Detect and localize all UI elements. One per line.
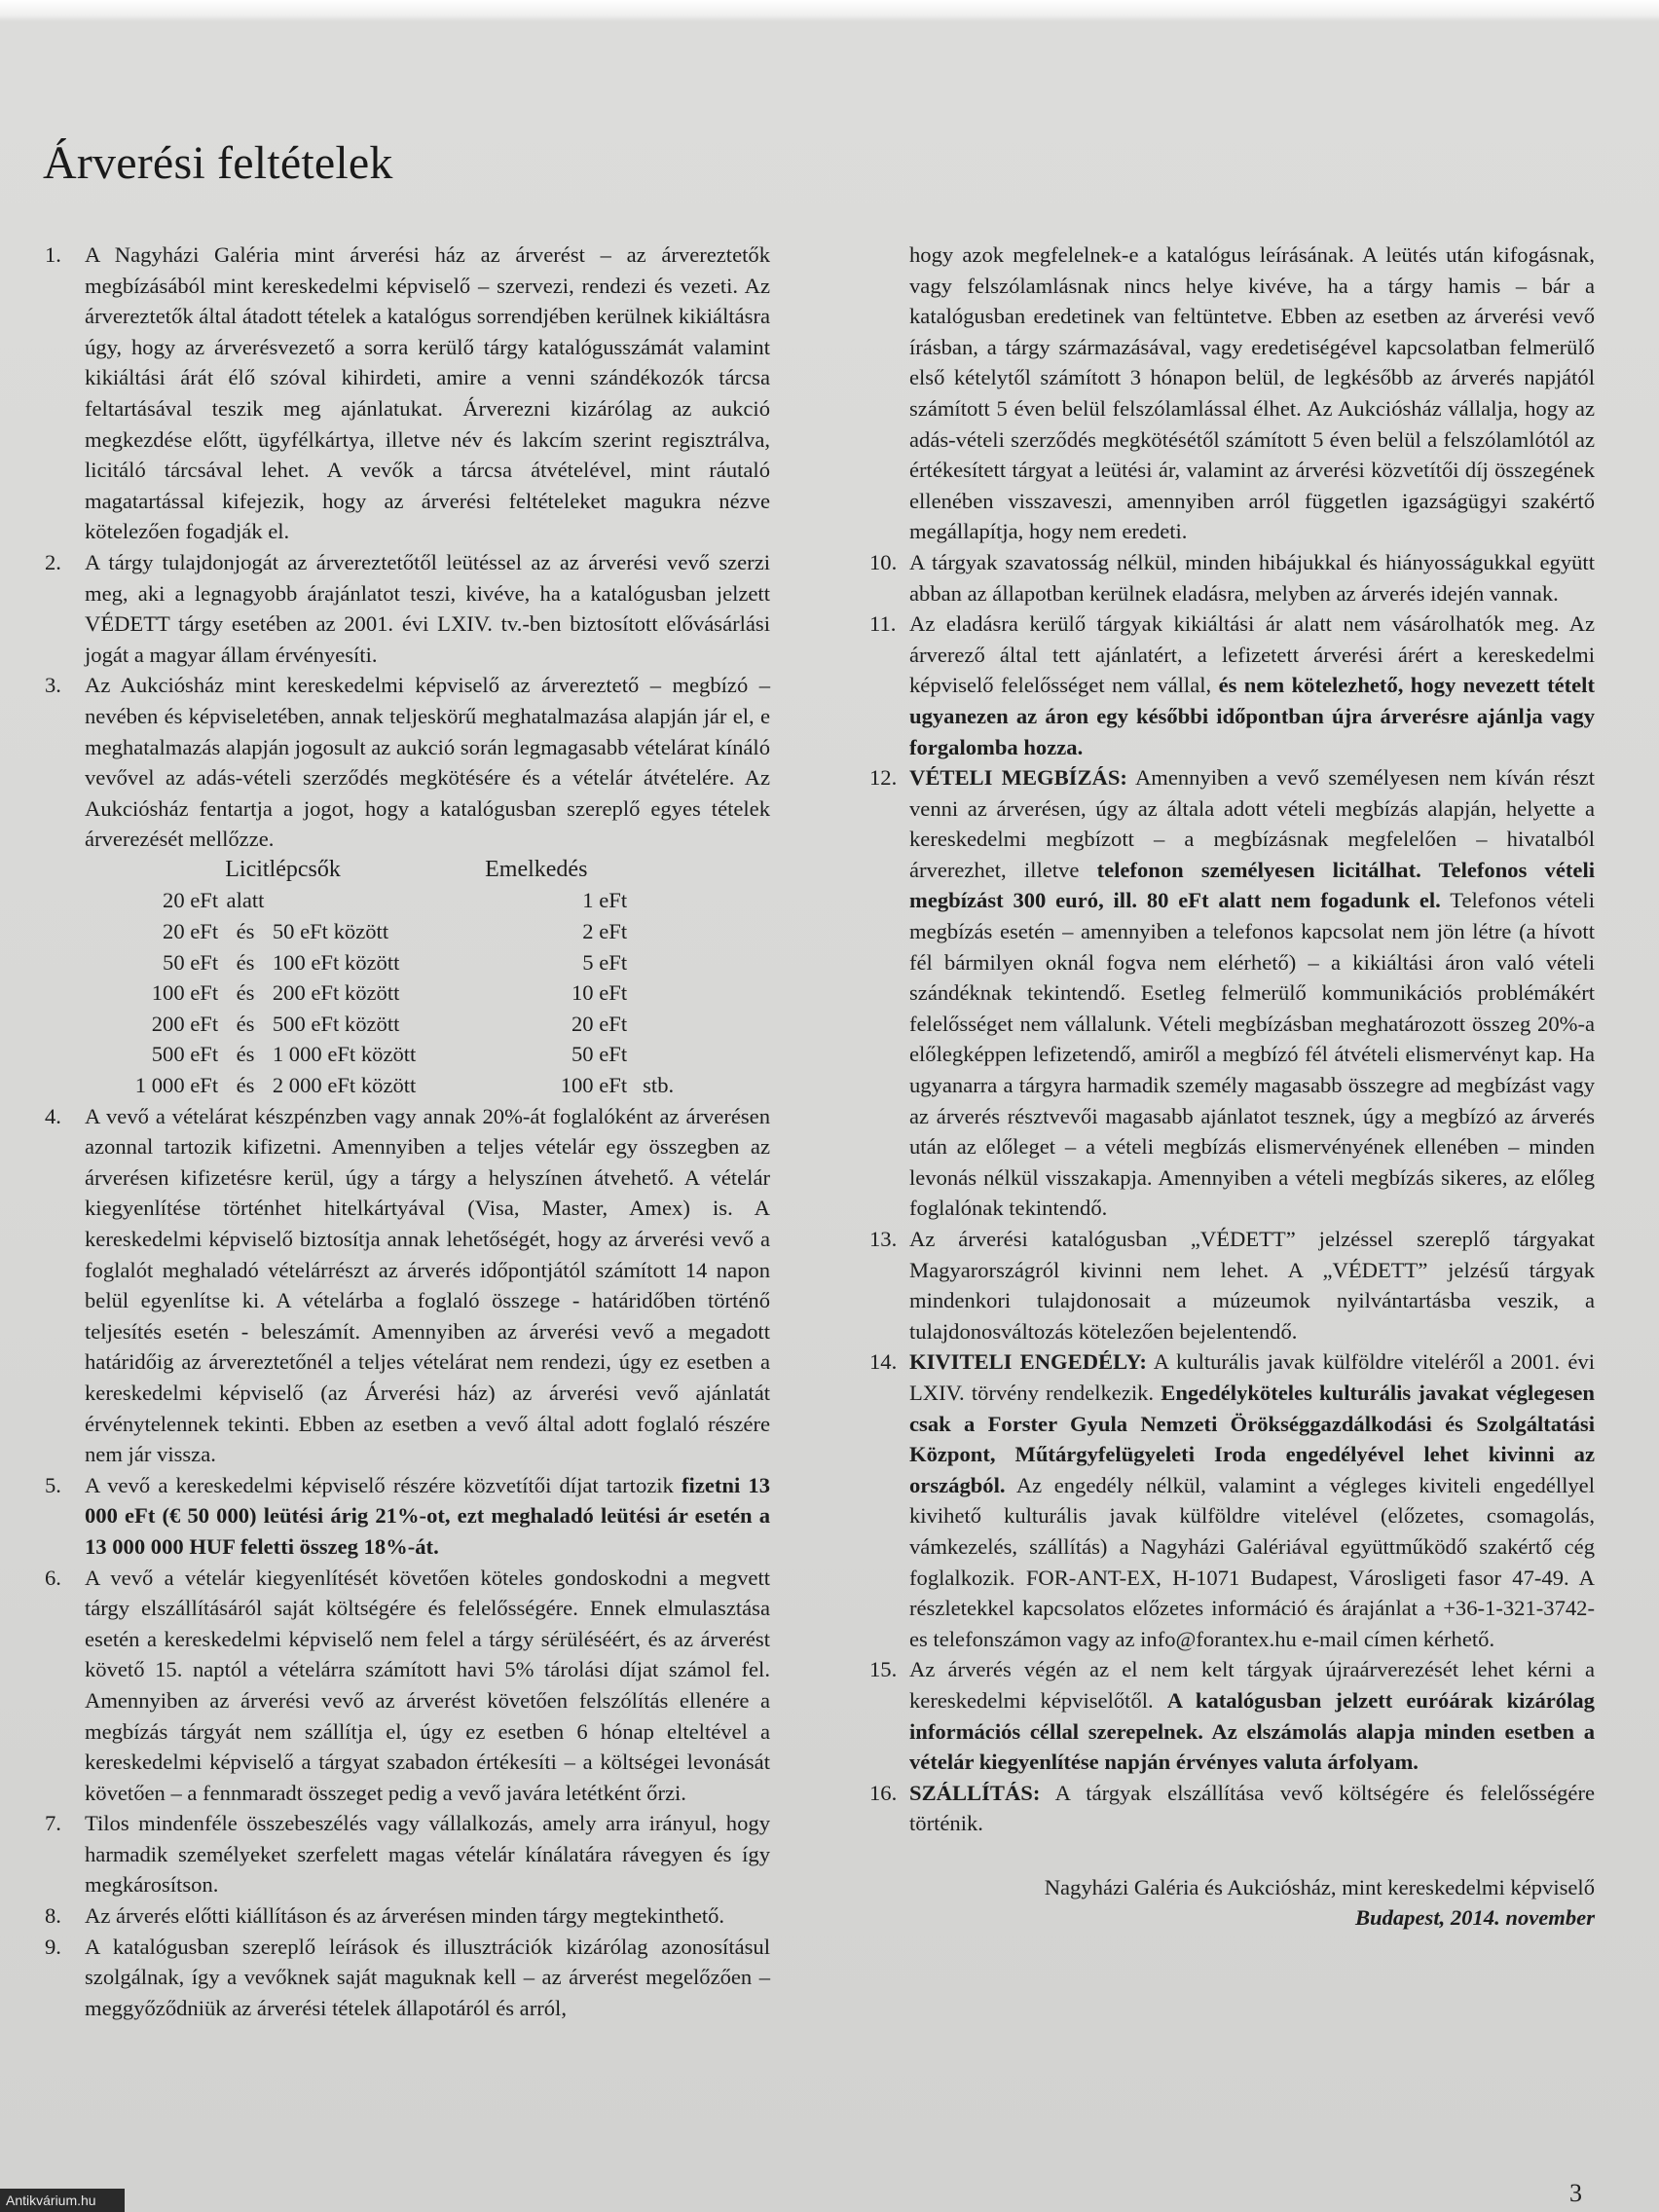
term-text: [909, 1778, 1595, 1839]
term-item: [45, 1900, 770, 1932]
term-text-bold: KIVITELI ENGEDÉLY:: [909, 1349, 1147, 1375]
bid-extra: [627, 1009, 727, 1040]
term-text: [909, 547, 1595, 608]
term-text: [85, 1900, 770, 1932]
bid-table-row: [85, 916, 727, 947]
term-item: [869, 762, 1595, 1224]
bid-between: között: [344, 980, 400, 1006]
term-text: [909, 1346, 1595, 1654]
term-item: [869, 547, 1595, 608]
bid-increment-table: [85, 855, 727, 1101]
bid-to: [273, 977, 481, 1009]
bid-connector: és: [236, 1073, 255, 1098]
bid-from: 50 eFt: [163, 949, 219, 975]
bid-from: 20 eFt: [163, 888, 219, 913]
bid-step: 1 eFt: [582, 888, 628, 913]
bid-extra: [627, 947, 727, 978]
term-text: [85, 1563, 770, 1809]
bid-extra: [627, 977, 727, 1009]
term-text: [85, 547, 770, 670]
bid-step: 100 eFt: [560, 1073, 628, 1098]
bid-between: között: [360, 1073, 417, 1098]
term-number: 6.: [45, 1565, 61, 1590]
term-text-segment: A vevő a kereskedelmi képviselő részére közvetítői díjat tartozik: [85, 1472, 682, 1497]
bid-connector: alatt: [226, 888, 265, 913]
term-number: 16.: [869, 1780, 898, 1805]
bid-connector: és: [236, 1011, 255, 1036]
bid-table-header: [85, 855, 727, 886]
term-number: 12.: [869, 765, 898, 791]
term-number: 2.: [45, 549, 61, 574]
bid-extra: [627, 916, 727, 947]
bid-to-value: 50 eFt: [272, 919, 328, 944]
term-text-bold: SZÁLLÍTÁS:: [909, 1780, 1041, 1805]
bid-table-row: [85, 1009, 727, 1040]
term-text: [909, 1224, 1595, 1346]
watermark-logo: Antikvárium.hu: [0, 2189, 125, 2212]
bid-table-row: [85, 977, 727, 1009]
bid-step: 50 eFt: [571, 1042, 628, 1067]
term-text-segment: Telefonos vételi megbízás esetén – amennyiben a telefonos kapcsolat nem jön létre (a hívott fél bármilyen oknál fogva nem elérhető) – a kikiáltási áron való vételi szándéknak tekintendő. Esetleg felmerülő kommunikációs problémákért felelősséget nem vállalunk. Vételi megbízásban meghatározott összeg 20%-a előlegképpen lefizetendő, amiről a megbízó fél átvételi elismervényt kap. Ha ugyanarra a tárgyra harmadik személy magasabb összegre ad megbízást vagy az árverés résztvevői magasabb ajánlatot tesznek, úgy a megbízó az árverés után az előleget – a vételi megbízás elismervényének ellenében – minden levonás nélkül visszakapja. Amennyiben a vételi megbízás sikeres, az előleg foglalónak tekintendő.: [909, 888, 1595, 1221]
bid-to: [273, 1009, 481, 1040]
term-text-bold: fizetni 13 000 eFt (€ 50 000) leütési árig 21%-ot, ezt meghaladó leütési ár esetén a 13 000 000 HUF feletti összeg 18%-át.: [85, 1472, 770, 1559]
bid-to-value: 100 eFt: [272, 949, 340, 975]
bid-step: 10 eFt: [571, 980, 628, 1006]
term-text-segment: A Nagyházi Galéria mint árverési ház az árverést – az árvereztetők megbízásából mint kereskedelmi képviselő – szervezi, rendezi és vezeti. Az árvereztetők által átadott tételek a katalógus sorrendjében kerülnek kikiáltásra úgy, hogy az árverésvezető a sorra kerülő tárgy katalógusszámát valamint kikiáltási árát élő szóval kihirdeti, amire a venni szándékozók tárcsa feltartásával teszik meg ajánlatukat. Árverezni kizárólag az aukció megkezdése előtt, ügyfélkártya, illetve név és lakcím szerint regisztrálva, licitáló tárcsával lehet. A vevők a tárcsa átvételével, mint ráutaló magatartással kifejezik, hogy az árverési feltételeket magukra nézve kötelezően fogadják el.: [85, 242, 770, 544]
term-number: 10.: [869, 549, 898, 574]
term-text-segment: Az árverés előtti kiállításon és az árverésen minden tárgy megtekinthető.: [85, 1903, 725, 1929]
bid-to-value: 2 000 eFt: [272, 1073, 356, 1098]
term-text: [85, 670, 770, 855]
bid-to-value: 1 000 eFt: [272, 1042, 356, 1067]
term-text-segment: A tárgyak szavatosság nélkül, minden hibájukkal és hiányosságukkal együtt abban az állapotban kerülnek eladásra, melyben az árverés idején vannak.: [909, 549, 1595, 606]
term-number: 4.: [45, 1103, 61, 1128]
term-item: [45, 240, 770, 547]
term-number: 8.: [45, 1903, 61, 1929]
bid-from: 500 eFt: [151, 1042, 219, 1067]
bid-connector: és: [236, 919, 255, 944]
term-item: [45, 1470, 770, 1563]
term-text-bold: és nem kötelezhető, hogy nevezett tételt ugyanezen az áron egy későbbi időpontban újra árverésre ajánlja vagy forgalomba hozza.: [909, 673, 1595, 759]
bid-extra: [627, 1039, 727, 1070]
bid-table-row: [85, 885, 727, 916]
bid-extra: stb.: [643, 1073, 675, 1098]
bid-to: [273, 916, 481, 947]
bid-between: között: [344, 949, 400, 975]
signature-block: [869, 1872, 1595, 1934]
term-item: [45, 547, 770, 670]
term-text: [85, 1808, 770, 1900]
term-item: [45, 1563, 770, 1809]
bid-connector: és: [236, 949, 255, 975]
bid-connector: és: [236, 1042, 255, 1067]
term-item: [869, 1778, 1595, 1839]
term-item: [869, 1346, 1595, 1654]
term-text-bold: Engedélyköteles kulturális javakat véglegesen csak a Forster Gyula Nemzeti Örökséggazdálkodási és Szolgáltatási Központ, Műtárgyfelügyeleti Iroda engedélyével lehet kivinni az országból.: [909, 1380, 1596, 1497]
term-text-segment: Az Aukciósház mint kereskedelmi képviselő az árvereztető – megbízó – nevében és képviseletében, annak teljeskörű meghatalmazása alapján jár el, e meghatalmazás alapján jogosult az aukció során legmagasabb vételárat kínáló vevővel az adás-vételi szerződés megkötésére és a vételár átvételére. Az Aukciósház fentartja a jogot, hogy a katalógusban szereplő egyes tételek árverezését mellőzze.: [85, 673, 770, 852]
bid-extra: [627, 885, 727, 916]
left-column: [45, 240, 770, 2023]
term-text-segment: A tárgy tulajdonjogát az árvereztetőtől leütéssel az az árverési vevő szerzi meg, aki a legnagyobb árajánlatot teszi, kivéve, ha a katalógusban jelzett VÉDETT tárgy esetében az 2001. évi LXIV. tv.-ben biztosított elővásárlási jogát a magyar állam érvényesíti.: [85, 549, 770, 667]
term-text-bold: A katalógusban jelzett euróárak kizárólag információs céllal szerepelnek. Az elszámolás alapja minden esetben a vételár kiegyenlítése napján érvényes valuta árfolyam.: [909, 1687, 1595, 1775]
item-9-continuation: hogy azok megfelelnek-e a katalógus leírásának. A leütés után kifogásnak, vagy felszólamlásnak nincs helye kivéve, ha a tárgy hamis – bár a katalógusban eredetinek van feltüntetve. Ebben az esetben az árverési vevő írásban, a tárgy származásával, vagy eredetiségével kapcsolatban felmerülő első kételytől számított 3 hónapon belül, de legkésőbb az árverés napjától számított 5 éven belül felszólamlással élhet. Az Aukciósház vállalja, hogy az adás-vételi szerződés megkötésétől számított 5 éven belül a felszólamlótól az értékesített tárgyat a leütési ár, valamint az árverési közvetítői díj összegének ellenében visszaveszi, amennyiben arról független igazságügyi szakértő megállapítja, hogy nem eredeti.: [909, 242, 1595, 544]
bid-to: [273, 885, 481, 916]
term-text-segment: Amennyiben a vevő személyesen nem kíván részt venni az árverésen, úgy az általa adott vételi megbízás alapján, helyette a kereskedelmi megbízott – a megbízásnak megfelelően – hivatalból árverezhet, illetve: [909, 765, 1595, 882]
term-text-segment: A vevő a vételárat készpénzben vagy annak 20%-át foglalóként az árverésen azonnal tartozik kifizetni. Amennyiben a teljes vételár egy összegben az árverésen kifizetésre kerül, úgy a tárgy a helyszínen átvehető. A vételár kiegyenlítése történhet hitelkártyával (Visa, Master, Amex) is. A kereskedelmi képviselő biztosítja annak lehetőségét, hogy az árverési vevő a foglalót meghaladó vételárrészt az árverés időpontjától számított 14 napon belül egyenlítse ki. A vételárba a foglaló összege - határidőben történő teljesítés esetén - beleszámít. Amennyiben az árverési vevő a megadott határidőig az árvereztetőnél a teljes vételárat nem rendezi, úgy ez esetben a kereskedelmi képviselő (az Árverési ház) az árverési vevő ajánlatát érvénytelennek tekinti. Ebben az esetben a vevő által adott foglaló részére nem jár vissza.: [85, 1103, 770, 1467]
bid-to: [273, 1070, 481, 1101]
term-text: [909, 762, 1595, 1224]
bid-to-value: 200 eFt: [272, 980, 340, 1006]
term-text: [85, 1101, 770, 1470]
page-number: 3: [1569, 2179, 1582, 2207]
term-item: [869, 1224, 1595, 1346]
bid-from: 100 eFt: [151, 980, 219, 1006]
term-number: 11.: [869, 611, 897, 637]
term-text-bold: telefonon személyesen licitálhat. Telefonos vételi megbízást 300 euró, ill. 80 eFt alatt nem fogadunk el.: [909, 857, 1595, 913]
bid-between: között: [333, 919, 389, 944]
term-number: 5.: [45, 1472, 61, 1497]
term-text-segment: Tilos mindenféle összebeszélés vagy vállalkozás, amely arra irányul, hogy harmadik személyeket szerfelett magas vételár kínálatára rávegyen és így megkárosítson.: [85, 1811, 770, 1898]
bid-from: 200 eFt: [151, 1011, 219, 1036]
term-item: [45, 1101, 770, 1470]
terms-list-part-1: [45, 240, 770, 855]
term-number: 1.: [45, 242, 61, 267]
term-number: 3.: [45, 673, 61, 698]
term-text-segment: Az eladásra kerülő tárgyak kikiáltási ár alatt nem vásárolhatók meg. Az árverező által tett ajánlatért, a lefizetett árverési árért a kereskedelmi képviselő felelősséget nem vállal,: [909, 611, 1595, 698]
term-text-segment: Az engedély nélkül, valamint a végleges kiviteli engedéllyel kivihető kulturális javak külföldre vitelével (előzetes, csomagolás, vámkezelés, szállítás) a Nagyházi Galériával együttműködő szakértő cég foglalkozik. FOR-ANT-EX, H-1071 Budapest, Városligeti fasor 47-49. A részletekkel kapcsolatos előzetes információ és árajánlat a +36-1-321-3742-es telefonszámon vagy az info@forantex.hu e-mail címen kérhető.: [909, 1472, 1595, 1651]
term-item: [869, 1654, 1595, 1777]
term-number: 15.: [869, 1657, 898, 1682]
term-number: 9.: [45, 1934, 61, 1959]
term-text: [85, 240, 770, 547]
term-text: [85, 1470, 770, 1563]
bid-header-increase: Emelkedés: [485, 856, 588, 882]
bid-from: 20 eFt: [163, 919, 219, 944]
bid-between: között: [344, 1011, 400, 1036]
bid-connector: és: [236, 980, 255, 1006]
bid-table-row: [85, 1039, 727, 1070]
right-column: [869, 240, 1595, 1934]
terms-list-part-3: [869, 547, 1595, 1839]
bid-step: 5 eFt: [582, 949, 628, 975]
term-text-segment: Az árverés végén az el nem kelt tárgyak újraárverezését lehet kérni a kereskedelmi képviselőtől.: [909, 1657, 1595, 1713]
term-item: [45, 670, 770, 855]
term-number: 14.: [869, 1349, 898, 1375]
term-text: [909, 608, 1595, 762]
page-title: Árverési feltételek: [43, 137, 393, 189]
term-text-segment: A kulturális javak külföldre viteléről a 2001. évi LXIV. törvény rendelkezik.: [909, 1349, 1595, 1405]
term-text-bold: VÉTELI MEGBÍZÁS:: [909, 765, 1127, 791]
bid-to: [273, 1039, 481, 1070]
term-item: [45, 1932, 770, 2024]
bid-header-increments: Licitlépcsők: [225, 856, 341, 882]
bid-table-row: [85, 947, 727, 978]
term-item: [869, 608, 1595, 762]
bid-step: 20 eFt: [571, 1011, 628, 1036]
term-text-segment: A vevő a vételár kiegyenlítését követően köteles gondoskodni a megvett tárgy elszállításáról saját költségére és felelősségére. Ennek elmulasztása esetén a kereskedelmi képviselő nem felel a tárgy sérüléséért, és az árverést követő 15. naptól a vételárra számított havi 5% tárolási díjat számol fel. Amennyiben az árverési vevő az árverést követően felszólítás ellenére a megbízás tárgyát nem szállítja el, úgy ez esetben 6 hónap elteltével a kereskedelmi képviselő a tárgyat szabadon értékesíti – a költségei levonását követően – a fennmaradt összeget pedig a vevő javára letétként őrzi.: [85, 1565, 770, 1805]
term-text-segment: A tárgyak elszállítása vevő költségére és felelősségére történik.: [909, 1780, 1595, 1836]
term-text: [85, 1932, 770, 2024]
bid-table-row: [85, 1070, 727, 1101]
bid-to-value: 500 eFt: [272, 1011, 340, 1036]
page-top-edge: [0, 0, 1659, 21]
bid-between: között: [360, 1042, 417, 1067]
term-text-segment: A katalógusban szereplő leírások és illusztrációk kizárólag azonosításul szolgálnak, így a vevőknek saját maguknak kell – az árverést megelőzően – meggyőződniük az árverési tételek állapotáról és arról,: [85, 1934, 770, 2020]
term-number: 13.: [869, 1227, 898, 1251]
term-text-segment: Az árverési katalógusban „VÉDETT” jelzéssel szereplő tárgyakat Magyarországról kivinni nem lehet. A „VÉDETT” jelzésű tárgyak mindenkori tulajdonosait a múzeumok nyilvántartásba veszik, a tulajdonosváltozás kötelezően bejelentendő.: [909, 1227, 1595, 1344]
bid-to: [273, 947, 481, 978]
term-item: [45, 1808, 770, 1900]
term-number: 7.: [45, 1811, 61, 1836]
signature-place-date: Budapest, 2014. november: [1354, 1905, 1595, 1931]
bid-step: 2 eFt: [582, 919, 628, 944]
terms-list-part-2: [45, 1101, 770, 2024]
term-text: [909, 1654, 1595, 1777]
signature-issuer: Nagyházi Galéria és Aukciósház, mint kereskedelmi képviselő: [1044, 1874, 1595, 1899]
bid-from: 1 000 eFt: [134, 1073, 219, 1098]
